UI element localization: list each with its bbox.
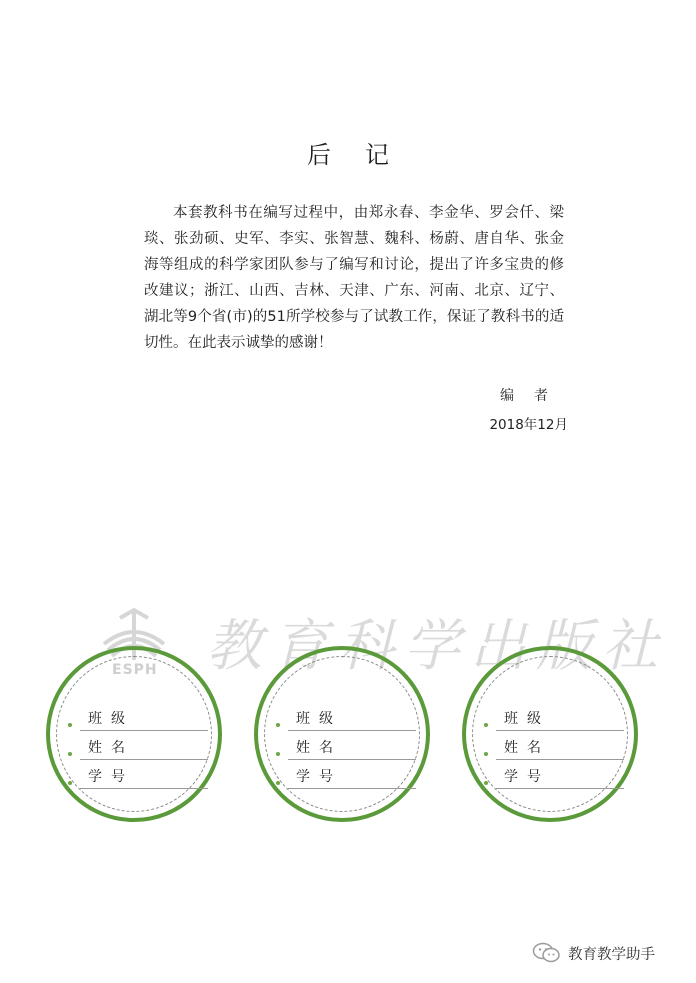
acknowledgement-text: 本套教科书在编写过程中，由郑永春、李金华、罗会仟、梁琰、张劲硕、史军、李实、张智慧、魏科、杨蔚、唐自华、张金海等组成的科学家团队参与了编写和讨论，提出了许多宝贵的修改建议；浙江、山西、吉林、天津、广东、河南、北京、辽宁、湖北等9个省(市)的51所学校参与了试教工作，保证了教科书的适切性。在此表示诚挚的感谢！ <box>144 205 564 351</box>
page-title: 后记 <box>307 141 423 169</box>
bullet-icon <box>484 752 488 756</box>
badge-fields <box>276 702 416 789</box>
student-id-label: 学号 <box>504 769 550 785</box>
signature-date: 2018年12月 <box>489 417 568 433</box>
class-label: 班级 <box>296 711 342 727</box>
class-field[interactable] <box>68 702 208 731</box>
student-id-underline <box>288 788 416 789</box>
class-label: 班级 <box>88 711 134 727</box>
name-field[interactable] <box>484 731 624 760</box>
badge-fields <box>68 702 208 789</box>
bullet-icon <box>276 723 280 727</box>
wechat-account-name: 教育教学助手 <box>568 946 655 963</box>
name-label: 姓名 <box>504 740 550 756</box>
wechat-account-footer <box>532 942 655 964</box>
student-id-label: 学号 <box>296 769 342 785</box>
name-field[interactable] <box>276 731 416 760</box>
student-info-badge <box>46 646 222 822</box>
class-field[interactable] <box>484 702 624 731</box>
student-info-badge <box>254 646 430 822</box>
student-id-underline <box>496 788 624 789</box>
acknowledgement-paragraph <box>144 200 564 356</box>
class-field[interactable] <box>276 702 416 731</box>
signature: 编者 <box>500 388 568 404</box>
student-info-badge <box>462 646 638 822</box>
bullet-icon <box>276 781 280 785</box>
bullet-icon <box>68 781 72 785</box>
bullet-icon <box>276 752 280 756</box>
name-label: 姓名 <box>296 740 342 756</box>
bullet-icon <box>484 781 488 785</box>
publisher-logo-text: ESPH <box>112 662 158 678</box>
student-id-underline <box>80 788 208 789</box>
name-label: 姓名 <box>88 740 134 756</box>
bullet-icon <box>484 723 488 727</box>
student-id-field[interactable] <box>484 760 624 789</box>
class-label: 班级 <box>504 711 550 727</box>
bullet-icon <box>68 723 72 727</box>
publisher-name: 教育科学出版社 <box>206 614 668 679</box>
bullet-icon <box>68 752 72 756</box>
badge-fields <box>484 702 624 789</box>
wechat-icon <box>532 942 562 964</box>
student-id-field[interactable] <box>68 760 208 789</box>
student-id-label: 学号 <box>88 769 134 785</box>
student-id-field[interactable] <box>276 760 416 789</box>
name-field[interactable] <box>68 731 208 760</box>
